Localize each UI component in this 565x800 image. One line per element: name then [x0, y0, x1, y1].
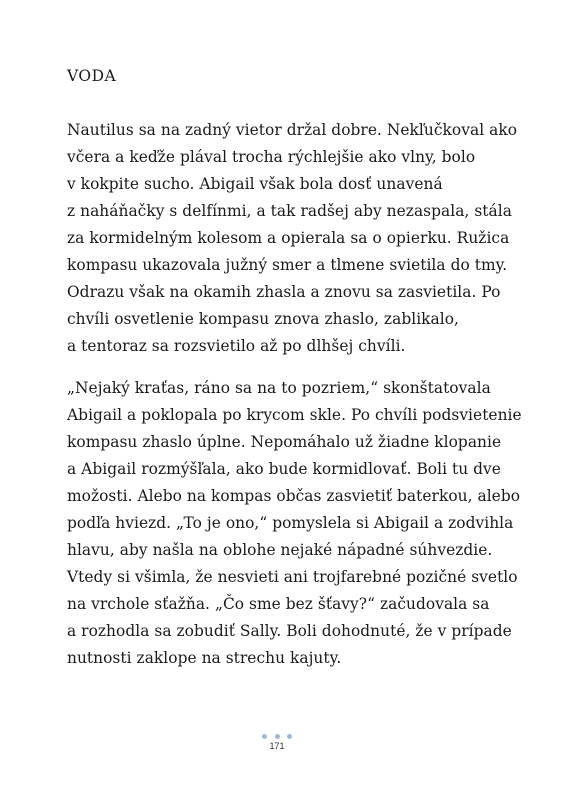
text-line: podľa hviezd. „To je ono,“ pomyslela si Abigail a zodvihla [67, 514, 514, 532]
text-line: Vtedy si všimla, že nesvieti ani trojfarebné pozičné svetlo [67, 568, 518, 586]
text-line: kompasu ukazovala južný smer a tlmene svietila do tmy. [67, 256, 508, 274]
text-line: včera a keďže plával trocha rýchlejšie ako vlny, bolo [67, 148, 476, 166]
paragraph-2 [67, 375, 537, 672]
text-line: Odrazu však na okamih zhasla a znovu sa zasvietila. Po [67, 283, 501, 301]
text-line: a rozhodla sa zobudiť Sally. Boli dohodnuté, že v prípade [67, 622, 512, 640]
text-line: Abigail a poklopala po krycom skle. Po chvíli podsvietenie [67, 406, 522, 424]
text-line: na vrchole sťažňa. „Čo sme bez šťavy?“ začudovala sa [67, 595, 490, 613]
ornament-dot [287, 734, 292, 739]
chapter-title: VODA [67, 67, 117, 85]
paragraph-1 [67, 117, 537, 360]
page-ornament [262, 733, 292, 739]
text-line: kompasu zhaslo úplne. Nepomáhalo už žiadne klopanie [67, 433, 502, 451]
text-line: Nautilus sa na zadný vietor držal dobre. Nekľučkoval ako [67, 121, 518, 139]
page-number: 171 [269, 741, 285, 751]
text-line: možosti. Alebo na kompas občas zasvietiť baterkou, alebo [67, 487, 521, 505]
text-line: „Nejaký kraťas, ráno sa na to pozriem,“ skonštatovala [67, 379, 491, 397]
text-line: a Abigail rozmýšľala, ako bude kormidlovať. Boli tu dve [67, 460, 501, 478]
text-line: a tentoraz sa rozsvietilo až po dlhšej chvíli. [67, 337, 406, 355]
text-line: v kokpite sucho. Abigail však bola dosť unavená [67, 175, 443, 193]
text-line: chvíli osvetlenie kompasu znova zhaslo, zablikalo, [67, 310, 459, 328]
text-line: nutnosti zaklope na strechu kajuty. [67, 649, 342, 667]
ornament-dot [262, 734, 267, 739]
text-line: za kormidelným kolesom a opierala sa o opierku. Ružica [67, 229, 510, 247]
ornament-dot [275, 734, 280, 739]
text-line: hlavu, aby našla na oblohe nejaké nápadné súhvezdie. [67, 541, 493, 559]
text-line: z naháňačky s delfínmi, a tak radšej aby nezaspala, stála [67, 202, 512, 220]
